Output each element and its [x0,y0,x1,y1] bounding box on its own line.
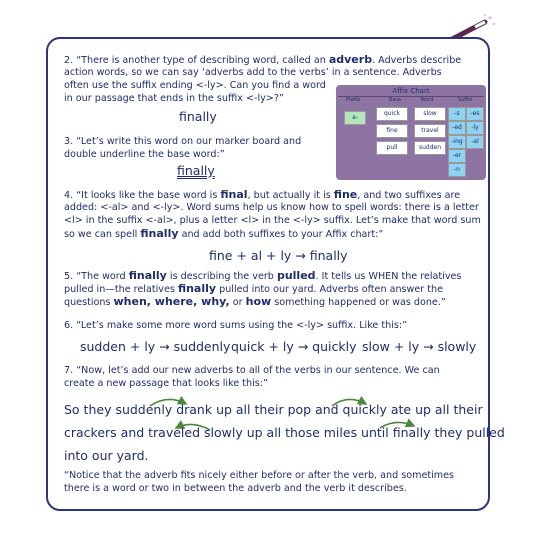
p5-line3: questions when, where, why, or how something happened or was done.” [64,295,446,308]
p2-line3: often use the suffix ending <-ly>. Can you find a word [64,80,326,91]
p7-line2: create a new passage that looks like this:” [64,378,268,389]
header-prefix: Prefix [345,97,361,103]
base-card: quick [376,107,408,121]
p7-sentence-1: So they suddenly drank up all their pop and quickly ate up all their [64,402,483,417]
base-card: travel [414,124,446,138]
header-word: Word [420,97,434,103]
base-card: pull [376,141,408,155]
suffix-card: -ing [448,135,466,149]
suffix-card: -ly [466,121,484,135]
base-card: fine [376,124,408,138]
p4-line1: 4. “It looks like the base word is final, but actually it is fine, and two suffixes are [64,188,461,201]
adverb-term: adverb [328,53,373,66]
header-base: Base [388,97,402,103]
p2-line1: 2. “There is another type of describing word, called an adverb. Adverbs describe [64,53,462,66]
affix-chart [336,85,486,180]
suffix-card: -es [466,107,484,121]
p5-line1: 5. “The word finally is describing the verb pulled. It tells us WHEN the relatives [64,269,462,282]
p6-sum-quick: quick + ly → quickly [231,339,357,354]
closing-line2: there is a word or two in between the adverb and the verb it describes. [64,483,407,494]
closing-line1: “Notice that the adverb fits nicely either before or after the verb, and sometimes [64,470,455,481]
header-suffix: Suffix [457,97,473,103]
p7-sentence-2: crackers and traveled slowly up all those miles until finally they pulled [64,425,505,440]
prefix-card: a- [344,111,366,125]
suffix-card: -al [466,135,484,149]
p6-sum-slow: slow + ly → slowly [362,339,477,354]
p2-answer: finally [179,109,217,124]
p4-line2: added: <-al> and <-ly>. Word sums help us know how to spell words: there is a letter [64,202,479,213]
p4-word-sum: fine + al + ly → finally [209,248,348,263]
suffix-card: -ed [448,121,466,135]
p5-line2: pulled in—the relatives finally pulled into our yard. Adverbs often answer the [64,282,444,295]
base-card: slow [414,107,446,121]
p2-line2: action words, so we can say ‘adverbs add to the verbs’ in a sentence. Adverbs [64,67,442,78]
affix-chart-title: Affix Chart [392,87,430,95]
p3-word: finally [177,163,215,178]
p3-line1: 3. “Let’s write this word on our marker board and [64,136,302,147]
base-card: sudden [414,141,446,155]
p6-line1: 6. “Let’s make some more word sums using the <-ly> suffix. Like this:” [64,320,408,331]
p7-sentence-3: into our yard. [64,448,149,463]
suffix-card: -er [448,149,466,163]
p2-line4: in our passage that ends in the suffix <-ly>?” [64,93,284,104]
p7-line1: 7. “Now, let’s add our new adverbs to all of the verbs in our sentence. We can [64,365,440,376]
p4-line3: <l> in the suffix <-al>, plus a letter <l> in the <-ly> suffix. Let’s make that word sum [64,215,481,226]
suffix-card: -s [448,107,466,121]
p4-line4: so we can spell finally and add both suffixes to your Affix chart:” [64,227,384,240]
p6-sum-sudden: sudden + ly → suddenly [80,339,231,354]
p3-line2: double underline the base word:” [64,149,225,160]
suffix-card: -n [448,163,466,177]
